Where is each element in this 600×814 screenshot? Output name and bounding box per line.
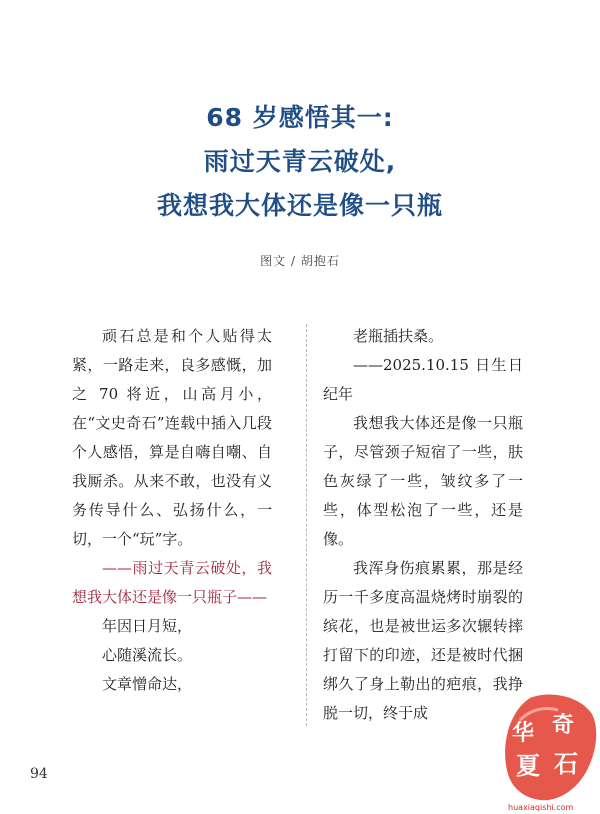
verse-line: 老瓶插扶桑。 [353,327,444,345]
verse-line: 年因日月短， [102,617,193,635]
section-heading: ——雨过天青云破处，我想我大体还是像一只瓶子—— [72,559,272,606]
paragraph: 顽石总是和个人贴得太紧，一路走来，良多感慨，加之 70 将近，山高月小，在“文史奇石”连载中插入几段个人感悟，算是自嗨自嘲、自我厮杀。从来不敢，也没有义务传导什么、弘扬什么，一切，一个“玩”字。 [72,327,272,548]
svg-text:华: 华 [512,721,535,746]
article-title [0,96,600,228]
column-divider [306,324,307,726]
svg-text:奇: 奇 [552,713,575,738]
title-line-1: 68 岁感悟其一: [206,103,394,132]
svg-text:石: 石 [554,750,578,778]
verse-line: 心随溪流长。 [102,646,193,664]
paragraph: 我想我大体还是像一只瓶子，尽管颈子短宿了一些，肤色灰绿了一些，皱纹多了一些，体型松泡了一些，还是像。 [323,414,523,548]
left-column [72,322,272,699]
svg-text:夏: 夏 [516,752,540,780]
svg-text:huaxiaqishi.com: huaxiaqishi.com [508,803,574,812]
paragraph: 我浑身伤痕累累，那是经历一千多度高温烧烤时崩裂的缤花，也是被世运多次辗转摔打留下的印迹，还是被时代捆绑久了身上勒出的疤痕，我挣脱一切，终于成 [323,559,523,722]
huaxia-qishi-logo-icon [500,690,600,814]
verse-line: 文章憎命达， [102,675,193,693]
page-number: 94 [30,766,48,782]
title-line-3: 我想我大体还是像一只瓶 [156,191,443,220]
byline: 图文 / 胡抱石 [260,254,340,268]
right-column [323,322,523,728]
title-line-2: 雨过天青云破处, [203,147,397,176]
date-line: ——2025.10.15 日生日纪年 [323,356,523,403]
